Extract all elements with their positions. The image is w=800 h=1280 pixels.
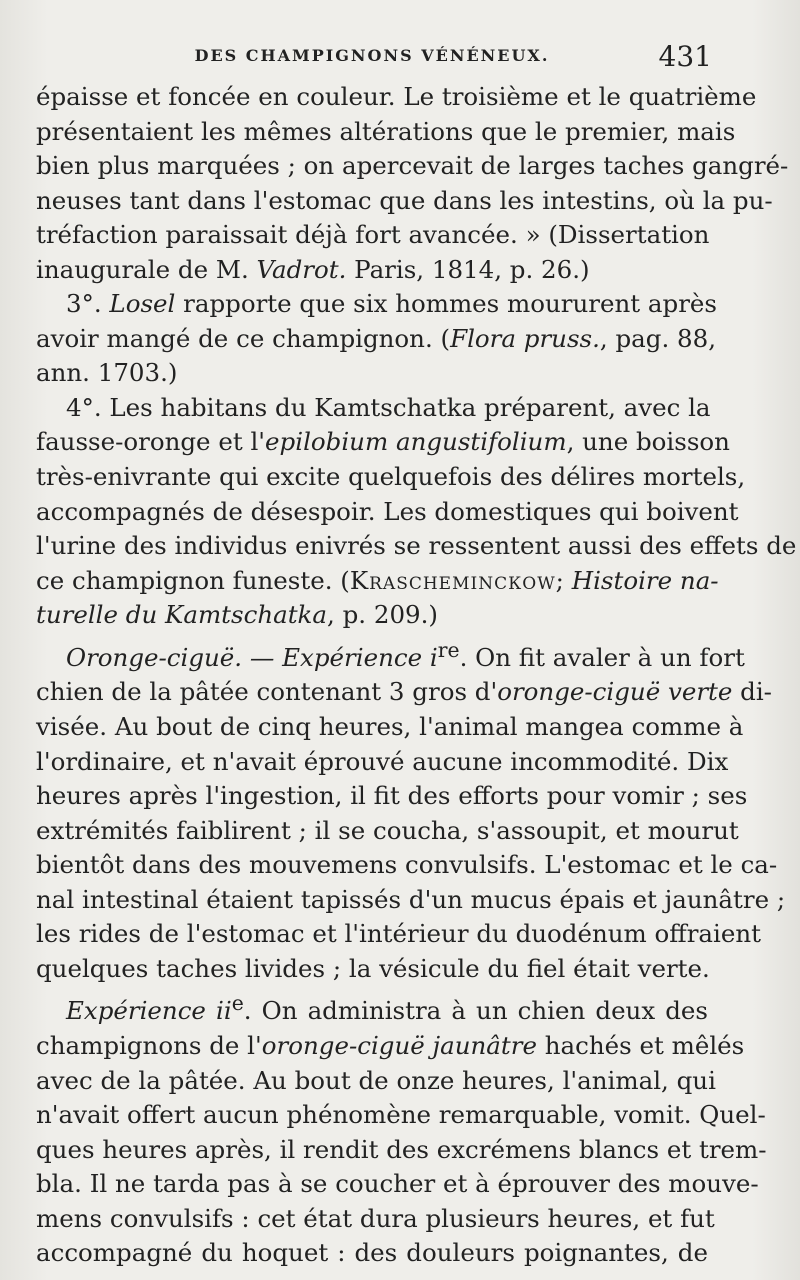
text-line: Expérience $ii^e$. On administra à un chien deux des [66,991,708,1026]
text-line: neuses tant dans l'estomac que dans les intestins, où la pu- [36,185,773,215]
text-line: épaisse et foncée en couleur. Le troisième et le quatrième [36,82,757,111]
text-line: n'avait offert aucun phénomène remarquable, vomit. Quel- [36,1100,766,1130]
text-line: chien de la pâtée contenant 3 gros d'oronge-ciguë verte di- [36,677,772,707]
text-line: champignons de l'oronge-ciguë jaunâtre hachés et mêlés [36,1031,745,1061]
text-line: Oronge-ciguë. — Expérience $i^{re}$. On fit avaler à un fort [66,637,745,672]
text-line: avoir mangé de ce champignon. (Flora pruss., pag. 88, [36,323,716,353]
text-line: bientôt dans des mouvemens convulsifs. L'estomac et le ca- [36,850,778,880]
text-line: turelle du Kamtschatka, p. 209.) [36,600,438,630]
text-line: mens convulsifs : cet état dura plusieurs heures, et fut [36,1203,715,1233]
text-line: bla. Il ne tarda pas à se coucher et à éprouver des mouve- [36,1169,759,1199]
page-number: 431 [658,40,712,73]
text-line: heures après l'ingestion, il fit des efforts pour vomir ; ses [36,781,748,811]
text-line: 4°. Les habitans du Kamtschatka préparent, avec la [66,392,711,422]
text-line: présentaient les mêmes altérations que le premier, mais [36,116,736,146]
text-line: avec de la pâtée. Au bout de onze heures, l'animal, qui [36,1065,716,1095]
text-line: très-enivrante qui excite quelquefois des délires mortels, [36,462,746,492]
text-line: accompagnés de désespoir. Les domestiques qui boivent [36,496,739,526]
text-line: visée. Au bout de cinq heures, l'animal mangea comme à [36,712,744,741]
text-line: 3°. Losel rapporte que six hommes moururent après [66,289,717,319]
text-line: ce champignon funeste. (Kraschemincкow; Histoire na- [36,565,719,595]
text-line: nal intestinal étaient tapissés d'un mucus épais et jaunâtre ; [36,884,786,914]
text-line: bien plus marquées ; on apercevait de larges taches gangré- [36,151,789,181]
text-line: ques heures après, il rendit des excrémens blancs et trem- [36,1134,767,1164]
text-line: extrémités faiblirent ; il se coucha, s'assoupit, et mourut [36,815,739,845]
text-line: quelques taches livides ; la vésicule du fiel était verte. [36,953,710,983]
text-line: l'ordinaire, et n'avait éprouvé aucune incommodité. Dix [36,746,729,776]
body-text [36,80,797,1271]
page-header [36,40,712,80]
text-line: inaugurale de M. Vadrot. Paris, 1814, p. 26.) [36,254,590,284]
text-line: l'urine des individus enivrés se ressentent aussi des effets de [36,531,797,561]
running-head: DES CHAMPIGNONS VÉNÉNEUX. [194,46,550,65]
text-line: tréfaction paraissait déjà fort avancée. » (Dissertation [36,220,710,250]
text-line: accompagné du hoquet : des douleurs poignantes, de [36,1238,708,1268]
text-line: ann. 1703.) [36,358,178,388]
text-line: les rides de l'estomac et l'intérieur du duodénum offraient [36,919,761,949]
text-line: fausse-oronge et l'epilobium angustifolium, une boisson [36,427,730,457]
